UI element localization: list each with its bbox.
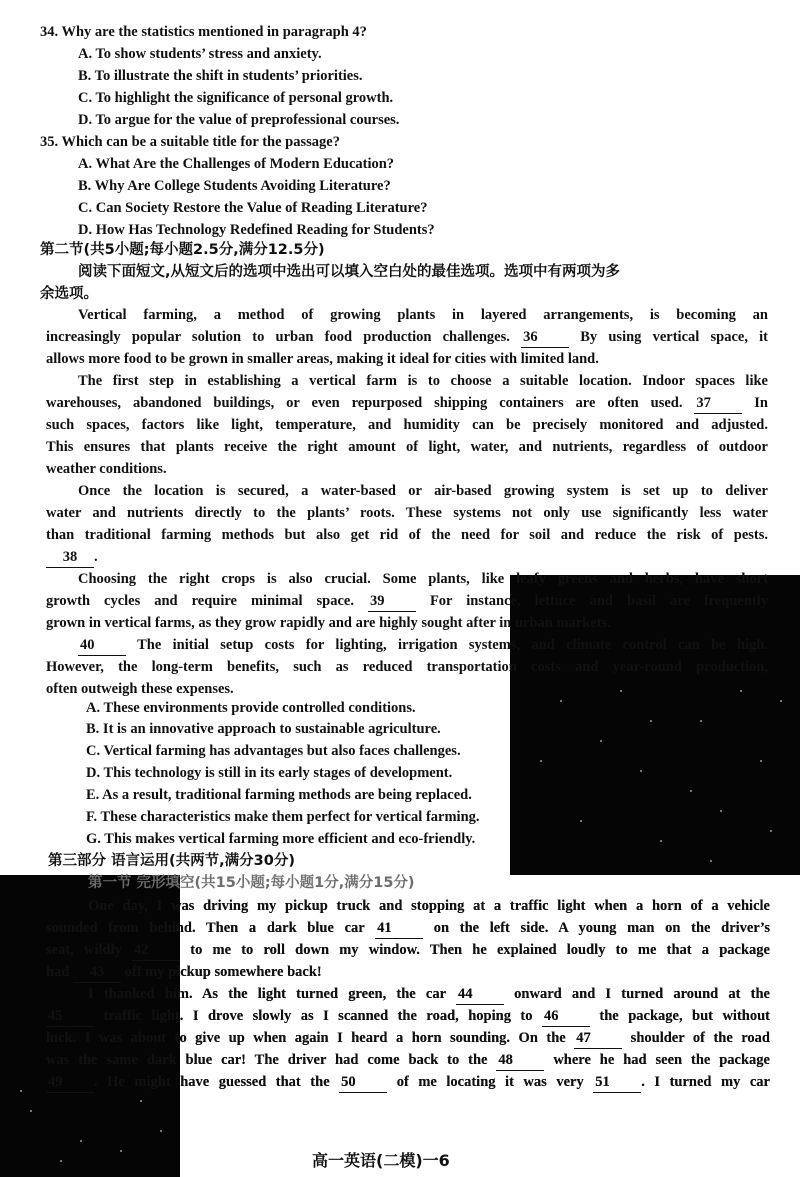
- answer-blank: 49: [46, 1072, 94, 1093]
- question-34-option-c: C. To highlight the significance of personal growth.: [78, 90, 394, 106]
- passage-text: than traditional farming methods but also get rid of the need for soil and reduce the risk of pests.: [46, 527, 768, 543]
- answer-blank: 51: [593, 1072, 641, 1093]
- scan-noise-speck: [710, 860, 712, 862]
- question-35-option-b: B. Why Are College Students Avoiding Literature?: [78, 178, 391, 194]
- scan-noise-speck: [120, 1150, 122, 1152]
- question-34-option-d: D. To argue for the value of preprofessional courses.: [78, 112, 400, 128]
- passage-text: By using vertical space, it: [569, 329, 768, 345]
- section-2-instruction-line-1: 阅读下面短文,从短文后的选项中选出可以填入空白处的最佳选项。选项中有两项为多: [78, 264, 621, 280]
- passage-line: [78, 305, 768, 325]
- answer-blank: 40: [78, 635, 126, 656]
- passage-line: [46, 940, 770, 961]
- passage-text: water and nutrients directly to the plants’ roots. These systems not only use significantly less water: [46, 505, 768, 521]
- scan-noise-speck: [760, 760, 762, 762]
- passage-text: such spaces, factors like light, temperature, and humidity can be precisely monitored and adjusted.: [46, 417, 768, 433]
- answer-blank: 36: [521, 327, 569, 348]
- page-footer: 高一英语(二模)一6: [312, 1151, 450, 1170]
- passage-line: [78, 569, 768, 589]
- question-35-option-c: C. Can Society Restore the Value of Reading Literature?: [78, 200, 428, 216]
- passage-text: . I turned my car: [641, 1074, 770, 1090]
- passage-text: off my pickup somewhere back!: [121, 964, 322, 980]
- answer-blank: 37: [694, 393, 742, 414]
- scan-noise-speck: [540, 760, 542, 762]
- passage-text: However, the long-term benefits, such as reduced transportation costs and year-round production,: [46, 659, 768, 675]
- scan-noise-speck: [650, 720, 652, 722]
- passage-line: [46, 327, 768, 348]
- scan-noise-speck: [30, 1110, 32, 1112]
- question-34-option-b: B. To illustrate the shift in students’ priorities.: [78, 68, 363, 84]
- scan-noise-speck: [140, 1100, 142, 1102]
- passage-text: often outweigh these expenses.: [46, 681, 234, 697]
- passage-line: [46, 393, 768, 414]
- section-2-option-e: E. As a result, traditional farming methods are being replaced.: [86, 787, 472, 803]
- passage-text: I thanked him. As the light turned green, the car: [88, 986, 456, 1002]
- question-34-option-a: A. To show students’ stress and anxiety.: [78, 46, 322, 62]
- section-2-option-g: G. This makes vertical farming more efficient and eco-friendly.: [86, 831, 476, 847]
- passage-text: to me to roll down my window. Then he explained loudly to me that a package: [180, 942, 770, 958]
- passage-line: [88, 984, 770, 1005]
- answer-blank: 45: [46, 1006, 94, 1027]
- question-35-option-d: D. How Has Technology Redefined Reading for Students?: [78, 222, 435, 238]
- passage-text: warehouses, abandoned buildings, or even repurposed shipping containers are often used.: [46, 395, 695, 411]
- scan-noise-speck: [580, 820, 582, 822]
- passage-text: weather conditions.: [46, 461, 167, 477]
- scan-noise-speck: [620, 690, 622, 692]
- passage-line: [46, 547, 98, 568]
- passage-text: .: [94, 549, 98, 565]
- scan-noise-speck: [660, 840, 662, 842]
- passage-text: allows more food to be grown in smaller areas, making it ideal for cities with limited land.: [46, 351, 599, 367]
- passage-line: [46, 349, 599, 369]
- passage-text: seat, wildly: [46, 942, 133, 958]
- scan-noise-speck: [780, 700, 782, 702]
- passage-line: [46, 459, 167, 479]
- passage-text: sounded from behind. Then a dark blue car: [46, 920, 376, 936]
- passage-line: [46, 437, 768, 457]
- passage-text: The first step in establishing a vertical farm is to choose a suitable location. Indoor spaces like: [78, 373, 768, 389]
- scan-noise-speck: [770, 830, 772, 832]
- passage-text: growth cycles and require minimal space.: [46, 593, 368, 609]
- passage-text: Once the location is secured, a water-based or air-based growing system is set up to deliver: [78, 483, 768, 499]
- scan-noise-speck: [560, 700, 562, 702]
- scan-noise-speck: [720, 810, 722, 812]
- scan-noise-speck: [160, 1130, 162, 1132]
- passage-line: [78, 481, 768, 501]
- answer-blank: 42: [132, 940, 180, 961]
- section-2-option-b: B. It is an innovative approach to sustainable agriculture.: [86, 721, 441, 737]
- passage-line: [46, 415, 768, 435]
- passage-text: One day, I was driving my pickup truck and stopping at a traffic light when a horn of a vehicle: [88, 898, 770, 914]
- answer-blank: 48: [496, 1050, 544, 1071]
- passage-line: [78, 635, 768, 656]
- scan-noise-speck: [740, 690, 742, 692]
- passage-text: had: [46, 964, 74, 980]
- part-3-heading: 第三部分 语言运用(共两节,满分30分): [48, 853, 295, 869]
- answer-blank: 47: [574, 1028, 622, 1049]
- passage-line: [46, 918, 770, 939]
- passage-text: Choosing the right crops is also crucial. Some plants, like leafy greens and herbs, have short: [78, 571, 768, 587]
- section-2-option-f: F. These characteristics make them perfect for vertical farming.: [86, 809, 480, 825]
- passage-line: [46, 679, 234, 699]
- passage-line: [46, 591, 768, 612]
- answer-blank: 38: [46, 547, 94, 568]
- passage-text: on the left side. A young man on the driver’s: [423, 920, 770, 936]
- passage-line: [46, 1050, 770, 1071]
- section-2-option-a: A. These environments provide controlled conditions.: [86, 700, 416, 716]
- passage-text: For instance, lettuce and basil are frequently: [415, 593, 768, 609]
- question-35-stem: 35. Which can be a suitable title for the passage?: [40, 134, 340, 150]
- passage-text: grown in vertical farms, as they grow rapidly and are highly sought after in urban markets.: [46, 615, 611, 631]
- answer-blank: 44: [456, 984, 504, 1005]
- passage-text: of me locating it was very: [387, 1074, 594, 1090]
- passage-text: shoulder of the road: [622, 1030, 770, 1046]
- passage-text: luck. I was about to give up when again I heard a horn sounding. On the: [46, 1030, 575, 1046]
- section-2-option-d: D. This technology is still in its early stages of development.: [86, 765, 453, 781]
- passage-line: [78, 371, 768, 391]
- question-35-option-a: A. What Are the Challenges of Modern Education?: [78, 156, 395, 172]
- part-3-subheading: 第一节 完形填空(共15小题;每小题1分,满分15分): [88, 875, 415, 891]
- scan-noise-speck: [80, 1140, 82, 1142]
- passage-line: [46, 657, 768, 677]
- answer-blank: 46: [542, 1006, 590, 1027]
- passage-line: [88, 896, 770, 916]
- scan-noise-speck: [20, 1090, 22, 1092]
- passage-text: . He might have guessed that the: [94, 1074, 340, 1090]
- passage-line: [46, 1028, 770, 1049]
- question-34-stem: 34. Why are the statistics mentioned in paragraph 4?: [40, 24, 367, 40]
- passage-line: [46, 525, 768, 545]
- section-2-option-c: C. Vertical farming has advantages but also faces challenges.: [86, 743, 461, 759]
- answer-blank: 50: [339, 1072, 387, 1093]
- scan-noise-speck: [640, 770, 642, 772]
- section-2-heading: 第二节(共5小题;每小题2.5分,满分12.5分): [40, 242, 325, 258]
- answer-blank: 41: [375, 918, 423, 939]
- passage-line: [46, 613, 611, 633]
- passage-text: traffic light. I drove slowly as I scanned the road, hoping to: [94, 1008, 542, 1024]
- passage-text: The initial setup costs for lighting, irrigation systems, and climate control can be high.: [126, 637, 768, 653]
- passage-text: Vertical farming, a method of growing plants in layered arrangements, is becoming an: [78, 307, 768, 323]
- scan-noise-speck: [60, 1160, 62, 1162]
- answer-blank: 39: [368, 591, 416, 612]
- passage-text: This ensures that plants receive the right amount of light, water, and nutrients, regardless of outdoor: [46, 439, 768, 455]
- passage-line: [46, 962, 322, 983]
- passage-text: increasingly popular solution to urban food production challenges.: [46, 329, 522, 345]
- scan-noise-speck: [690, 790, 692, 792]
- passage-text: onward and I turned around at the: [503, 986, 770, 1002]
- passage-text: In: [742, 395, 768, 411]
- passage-line: [46, 1006, 770, 1027]
- section-2-instruction-line-2: 余选项。: [40, 286, 98, 302]
- passage-line: [46, 503, 768, 523]
- passage-text: was the same dark blue car! The driver had come back to the: [46, 1052, 497, 1068]
- scan-noise-speck: [600, 740, 602, 742]
- scan-noise-speck: [700, 720, 702, 722]
- passage-line: [46, 1072, 770, 1093]
- answer-blank: 43: [73, 962, 121, 983]
- passage-text: the package, but without: [589, 1008, 770, 1024]
- passage-text: where he had seen the package: [544, 1052, 770, 1068]
